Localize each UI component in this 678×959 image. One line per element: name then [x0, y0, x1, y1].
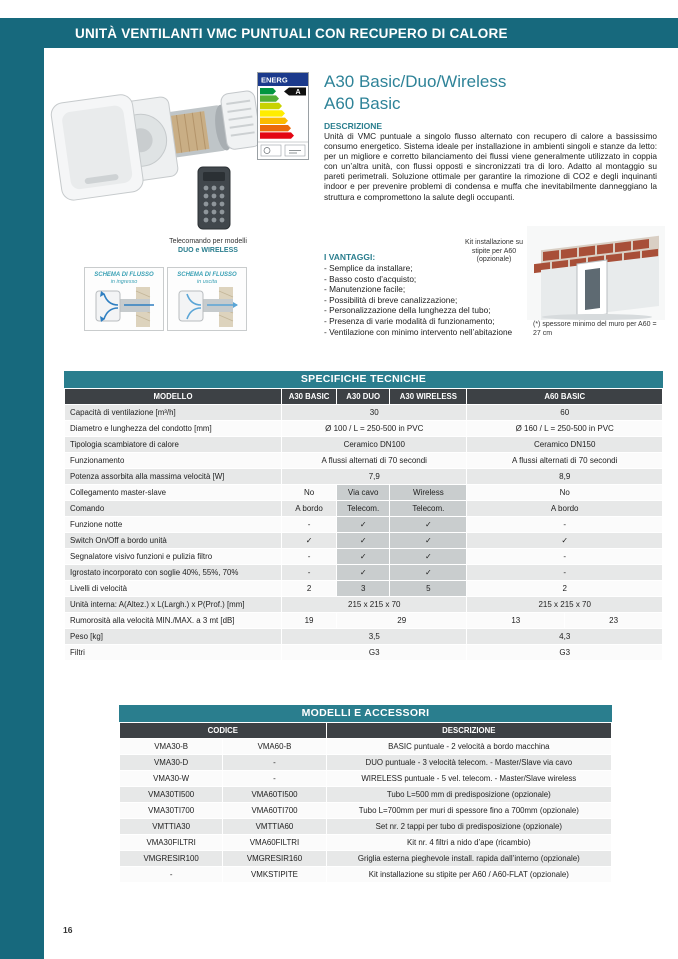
flow-schema-inlet: [84, 267, 164, 336]
model-description: Kit nr. 4 filtri a nido d’ape (ricambio): [326, 835, 611, 851]
spec-table-row: [65, 597, 663, 613]
remote-caption-line2: DUO e WIRELESS: [178, 246, 238, 254]
models-header-row: [120, 723, 612, 739]
spec-cell: 3,5: [282, 629, 467, 645]
spec-table-row: [65, 501, 663, 517]
spec-table-title: SPECIFICHE TECNICHE: [64, 371, 663, 388]
spec-cell: ✓: [390, 549, 467, 565]
vantaggi-item: - Semplice da installare;: [324, 263, 413, 273]
spec-cell: ✓: [390, 533, 467, 549]
spec-cell: ✓: [282, 533, 337, 549]
spec-cell: -: [282, 517, 337, 533]
spec-cell: Wireless: [390, 485, 467, 501]
model-code: VMGRESIR100: [120, 851, 223, 867]
spec-table-row: [65, 453, 663, 469]
ventilation-unit-illustration: [50, 64, 265, 219]
models-table-row: [120, 755, 612, 771]
spec-row-label: Livelli di velocità: [65, 581, 282, 597]
spec-row-label: Igrostato incorporato con soglie 40%, 55%, 70%: [65, 565, 282, 581]
remote-caption-line1: Telecomando per modelli: [169, 238, 247, 245]
spec-cell: Telecom.: [390, 501, 467, 517]
model-code: VMA30TI700: [120, 803, 223, 819]
spec-cell: ✓: [467, 533, 663, 549]
spec-cell: Ø 160 / L = 250-500 in PVC: [467, 421, 663, 437]
spec-row-label: Comando: [65, 501, 282, 517]
vantaggi-item: - Possibilità di breve canalizzazione;: [324, 294, 458, 305]
spec-cell: ✓: [337, 549, 390, 565]
energy-rating: A: [295, 89, 301, 96]
spec-cell: No: [282, 485, 337, 501]
vantaggi-item: - Manutenzione facile;: [324, 284, 406, 295]
model-code: VMA30-W: [120, 771, 223, 787]
spec-table-row: [65, 549, 663, 565]
spec-cell: 2: [282, 581, 337, 597]
page-number: 16: [63, 925, 73, 935]
energy-label-illustration: [257, 72, 309, 160]
spec-cell: 5: [390, 581, 467, 597]
model-code: -: [223, 771, 326, 787]
model-description: Tubo L=700mm per muri di spessore fino a 700mm (opzionale): [326, 803, 611, 819]
spec-table-row: [65, 437, 663, 453]
spec-cell: 8,9: [467, 469, 663, 485]
descrizione-col-header: DESCRIZIONE: [326, 723, 611, 739]
energy-label-title: ENERG: [261, 75, 288, 85]
spec-cell: Ø 100 / L = 250-500 in PVC: [282, 421, 467, 437]
schema1-subtitle: in ingresso: [110, 279, 138, 285]
product-title: [324, 71, 506, 115]
spec-cell: 215 x 215 x 70: [282, 597, 467, 613]
spec-row-label: Rumorosità alla velocità MIN./MAX. a 3 mt [dB]: [65, 613, 282, 629]
spec-cell: 29: [337, 613, 467, 629]
page-header: [44, 18, 678, 48]
model-description: DUO puntuale - 3 velocità telecom. - Master/Slave via cavo: [326, 755, 611, 771]
vantaggi-item: - Presenza di varie modalità di funzionamento;: [324, 315, 495, 326]
models-table-row: [120, 835, 612, 851]
spec-cell: ✓: [337, 517, 390, 533]
remote-control-illustration: [197, 166, 231, 230]
vantaggi-list: [324, 263, 534, 337]
spec-row-label: Unità interna: A(Altez.) x L(Largh.) x P(Prof.) [mm]: [65, 597, 282, 613]
spec-col-header: A30 DUO: [337, 389, 390, 405]
description-heading: DESCRIZIONE: [324, 121, 383, 131]
spec-table-row: [65, 469, 663, 485]
spec-table-row: [65, 485, 663, 501]
description-text: Unità di VMC puntuale a singolo flusso alternato con recupero di calore a bassissimo consumo energetico. Sistema ideale per installazione in ambienti singoli e stanze da letto: per un migliore e corretto bilanciamento dei flussi viene generalmente utilizzato in coppia con un’altra unità, con flussi opposti e sincronizzati tra di loro. Adatto al montaggio su pareti perimetrali. Soluzione ottimale per garantire la rimozione di CO2 e degli inquinanti indoor e per prevenire problemi di condensa e muffa che inevitabilmente danneggiano la struttura e compromettono la salute degli occupanti.: [324, 131, 657, 202]
product-title-line1: A30 Basic/Duo/Wireless: [324, 72, 507, 91]
models-table-row: [120, 739, 612, 755]
schema2-title: SCHEMA DI FLUSSO: [177, 272, 237, 278]
spec-cell: 13: [467, 613, 565, 629]
model-description: WIRELESS puntuale - 5 vel. telecom. - Master/Slave wireless: [326, 771, 611, 787]
product-title-line2: A60 Basic: [324, 94, 401, 113]
left-accent-strip: [0, 18, 44, 959]
model-code: VMA60-B: [223, 739, 326, 755]
spec-table-row: [65, 565, 663, 581]
models-table-row: [120, 771, 612, 787]
model-code: VMA30-B: [120, 739, 223, 755]
spec-table: [64, 388, 663, 661]
kit-illustration: [527, 226, 665, 320]
spec-header-row: [65, 389, 663, 405]
spec-cell: 4,3: [467, 629, 663, 645]
spec-cell: 2: [467, 581, 663, 597]
spec-cell: -: [467, 549, 663, 565]
schema2-subtitle: in uscita: [196, 279, 218, 285]
model-code: VMGRESIR160: [223, 851, 326, 867]
spec-row-label: Funzionamento: [65, 453, 282, 469]
spec-cell: ✓: [390, 565, 467, 581]
spec-row-label: Segnalatore visivo funzioni e pulizia filtro: [65, 549, 282, 565]
spec-table-row: [65, 645, 663, 661]
spec-table-section: [64, 371, 663, 661]
spec-cell: -: [282, 549, 337, 565]
model-code: VMTTIA30: [120, 819, 223, 835]
spec-cell: 60: [467, 405, 663, 421]
models-table-title: MODELLI E ACCESSORI: [119, 705, 612, 722]
spec-table-row: [65, 613, 663, 629]
spec-table-row: [65, 421, 663, 437]
models-table-row: [120, 787, 612, 803]
kit-caption: Kit installazione su stipite per A60 (opzionale): [465, 239, 523, 263]
spec-table-row: [65, 405, 663, 421]
spec-cell: ✓: [390, 517, 467, 533]
energy-label-image: [257, 72, 309, 165]
model-code: VMA60TI500: [223, 787, 326, 803]
spec-table-row: [65, 629, 663, 645]
model-code: VMA60TI700: [223, 803, 326, 819]
models-table-body: [120, 739, 612, 883]
model-code: -: [223, 755, 326, 771]
spec-table-row: [65, 533, 663, 549]
spec-row-label: Filtri: [65, 645, 282, 661]
models-table-row: [120, 851, 612, 867]
model-description: BASIC puntuale - 2 velocità a bordo macchina: [326, 739, 611, 755]
spec-cell: Ceramico DN150: [467, 437, 663, 453]
model-description: Kit installazione su stipite per A60 / A60-FLAT (opzionale): [326, 867, 611, 883]
model-description: Griglia esterna pieghevole install. rapida dall’interno (opzionale): [326, 851, 611, 867]
page-title: UNITÀ VENTILANTI VMC PUNTUALI CON RECUPERO DI CALORE: [75, 25, 508, 41]
spec-cell: -: [282, 565, 337, 581]
remote-control-image: [197, 166, 231, 235]
spec-cell: ✓: [337, 533, 390, 549]
model-code: VMKSTIPITE: [223, 867, 326, 883]
spec-cell: 30: [282, 405, 467, 421]
schema1-title: SCHEMA DI FLUSSO: [94, 272, 154, 278]
spec-cell: G3: [467, 645, 663, 661]
spec-row-label: Collegamento master-slave: [65, 485, 282, 501]
spec-row-label: Diametro e lunghezza del condotto [mm]: [65, 421, 282, 437]
spec-row-label: Tipologia scambiatore di calore: [65, 437, 282, 453]
vantaggi-item: - Basso costo d’acquisto;: [324, 273, 417, 284]
spec-row-label: Funzione notte: [65, 517, 282, 533]
spec-cell: 215 x 215 x 70: [467, 597, 663, 613]
spec-cell: ✓: [337, 565, 390, 581]
remote-caption: [156, 238, 260, 255]
advantages-heading: I VANTAGGI:: [324, 252, 376, 262]
spec-col-header: A30 WIRELESS: [390, 389, 467, 405]
model-code: VMA60FILTRI: [223, 835, 326, 851]
spec-cell: G3: [282, 645, 467, 661]
spec-col-header: A30 BASIC: [282, 389, 337, 405]
product-image: [50, 64, 265, 224]
model-code: VMTTIA60: [223, 819, 326, 835]
spec-cell: A flussi alternati di 70 secondi: [282, 453, 467, 469]
spec-table-row: [65, 581, 663, 597]
spec-cell: A bordo: [467, 501, 663, 517]
spec-row-label: Switch On/Off a bordo unità: [65, 533, 282, 549]
model-code: -: [120, 867, 223, 883]
spec-cell: 19: [282, 613, 337, 629]
models-table-section: [119, 705, 612, 883]
spec-cell: Ceramico DN100: [282, 437, 467, 453]
models-table-row: [120, 819, 612, 835]
spec-cell: 3: [337, 581, 390, 597]
spec-cell: A flussi alternati di 70 secondi: [467, 453, 663, 469]
spec-cell: A bordo: [282, 501, 337, 517]
vantaggi-item: - Ventilazione con minimo intervento nell’abitazione: [324, 326, 513, 337]
spec-cell: Via cavo: [337, 485, 390, 501]
spec-table-row: [65, 517, 663, 533]
flow-schema-inlet-illustration: [84, 267, 164, 331]
spec-col-header: A60 BASIC: [467, 389, 663, 405]
spec-col-header: MODELLO: [65, 389, 282, 405]
spec-cell: 7,9: [282, 469, 467, 485]
spec-cell: -: [467, 565, 663, 581]
spec-cell: No: [467, 485, 663, 501]
model-code: VMA30TI500: [120, 787, 223, 803]
models-table: [119, 722, 612, 883]
spec-row-label: Peso [kg]: [65, 629, 282, 645]
spec-cell: 23: [565, 613, 663, 629]
spec-cell: Telecom.: [337, 501, 390, 517]
kit-image: [527, 226, 665, 325]
spec-row-label: Capacità di ventilazione [m³/h]: [65, 405, 282, 421]
model-code: VMA30-D: [120, 755, 223, 771]
kit-note: (*) spessore minimo del muro per A60 = 27 cm: [533, 321, 657, 337]
vantaggi-item: - Personalizzazione della lunghezza del tubo;: [324, 305, 491, 316]
spec-table-body: [65, 405, 663, 661]
codice-col-header: CODICE: [120, 723, 327, 739]
spec-row-label: Potenza assorbita alla massima velocità [W]: [65, 469, 282, 485]
model-description: Tubo L=500 mm di predisposizione (opzionale): [326, 787, 611, 803]
spec-cell: -: [467, 517, 663, 533]
models-table-row: [120, 803, 612, 819]
model-code: VMA30FILTRI: [120, 835, 223, 851]
flow-schema-outlet: [167, 267, 247, 336]
models-table-row: [120, 867, 612, 883]
model-description: Set nr. 2 tappi per tubo di predisposizione (opzionale): [326, 819, 611, 835]
flow-schema-outlet-illustration: [167, 267, 247, 331]
